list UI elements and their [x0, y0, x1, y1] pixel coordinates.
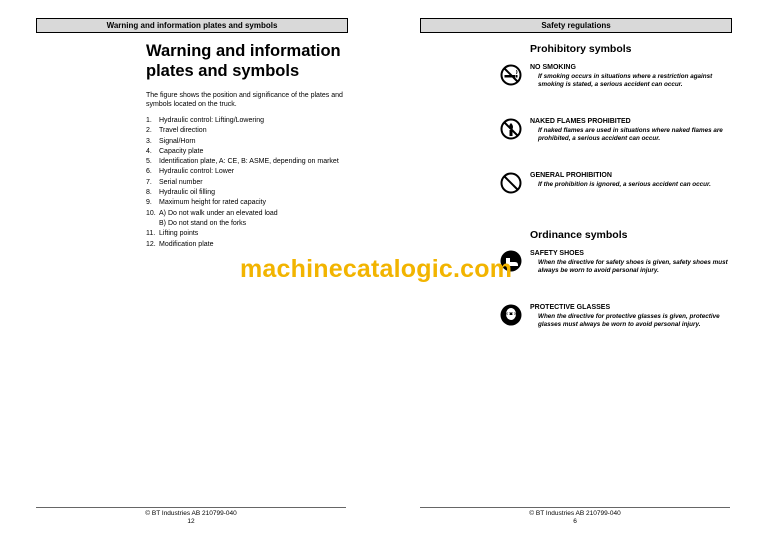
watermark-text: machinecatalogic.com	[240, 255, 513, 283]
sym-desc: If the prohibition is ignored, a serious accident can occur.	[538, 181, 711, 188]
left-footer	[36, 510, 346, 526]
list-item: 10. A) Do not walk under an elevated load B) Do not stand on the forks	[146, 209, 278, 227]
list-item: 1. Hydraulic control: Lifting/Lowering	[146, 117, 265, 124]
sym-desc: If smoking occurs in situations where a restriction against smoking is stated, a serious accident can occur.	[538, 73, 713, 88]
sym-title: NAKED FLAMES PROHIBITED	[530, 118, 631, 125]
intro-paragraph: The figure shows the position and significance of the plates and symbols located on the truck.	[146, 92, 343, 108]
no-smoking-icon	[500, 64, 522, 86]
general-prohibition-icon	[500, 172, 522, 194]
list-item: 9. Maximum height for rated capacity	[146, 199, 266, 207]
no-naked-flames-icon	[500, 118, 522, 140]
sym-title: SAFETY SHOES	[530, 250, 584, 257]
plates-list	[146, 116, 366, 250]
sym-title: PROTECTIVE GLASSES	[530, 304, 611, 311]
right-page-number: 6	[573, 518, 577, 525]
sym-desc: If naked flames are used in situations where naked flames are prohibited, a serious accident can occur.	[538, 127, 723, 142]
ordinance-symbols-heading: Ordinance symbols	[530, 229, 628, 241]
list-item: 4. Capacity plate	[146, 147, 204, 155]
left-header-bar: Warning and information plates and symbols	[36, 18, 348, 33]
left-footer-copyright: © BT Industries AB 210799-040	[145, 510, 237, 517]
list-item: 6. Hydraulic control: Lower	[146, 168, 235, 176]
sym-title: NO SMOKING	[530, 64, 576, 71]
prohibitory-symbols-heading: Prohibitory symbols	[530, 43, 632, 55]
sym-desc: When the directive for safety shoes is given, safety shoes must always be worn to avoid personal injury.	[538, 259, 728, 274]
protective-glasses-icon	[500, 304, 522, 326]
sym-title: GENERAL PROHIBITION	[530, 172, 612, 179]
list-item: 3. Signal/Horn	[146, 137, 196, 145]
right-footer	[420, 510, 730, 526]
list-item: 12. Modification plate	[146, 240, 214, 248]
title-line-1: Warning and information	[146, 42, 341, 60]
list-item: 7. Serial number	[146, 178, 203, 186]
right-footer-divider	[420, 507, 730, 508]
list-item: 8. Hydraulic oil filling	[146, 189, 216, 197]
left-page-number: 12	[187, 518, 195, 525]
title-line-2: plates and symbols	[146, 62, 300, 80]
left-footer-divider	[36, 507, 346, 508]
list-item: 11. Lifting points	[146, 230, 199, 238]
right-header-bar: Safety regulations	[420, 18, 732, 33]
right-footer-copyright: © BT Industries AB 210799-040	[529, 510, 621, 517]
list-item: 2. Travel direction	[146, 127, 207, 135]
list-item: 5. Identification plate, A: CE, B: ASME, depending on market	[146, 158, 339, 166]
sym-desc: When the directive for protective glasses is given, protective glasses must always be worn to avoid personal injury.	[538, 313, 720, 328]
page-title	[146, 41, 366, 81]
